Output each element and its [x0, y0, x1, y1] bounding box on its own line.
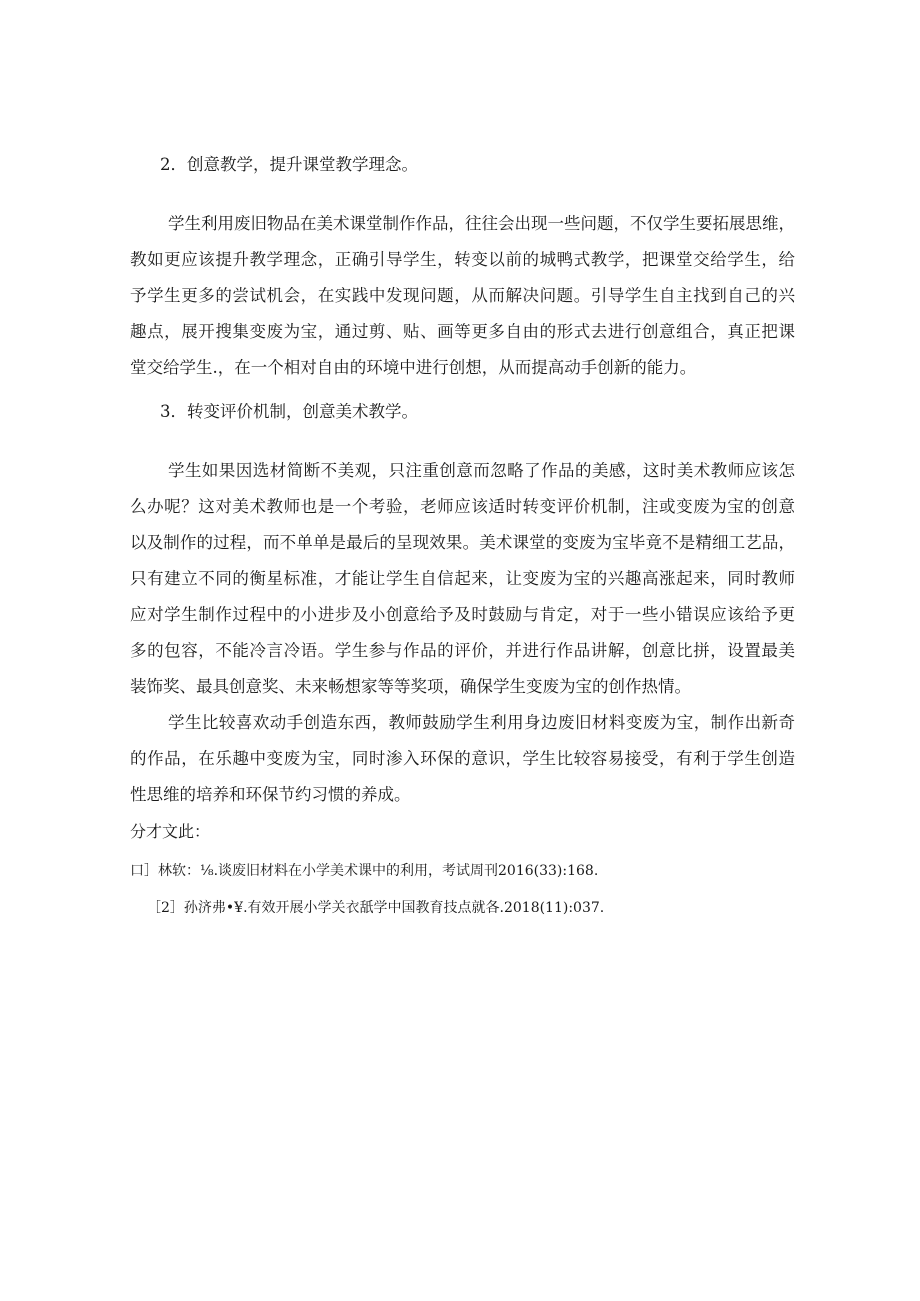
paragraph-2-line-7: 装饰奖、最具创意奖、未来畅想家等等奖项，确保学生变废为宝的创作热情。 — [130, 677, 691, 696]
paragraph-2-line-2: 么办呢？这对美术教师也是一个考验，老师应该适时转变评价机制，注或变废为宝的创意 — [130, 497, 795, 516]
section-3-heading: 3．转变评价机制，创意美术教学。 — [160, 402, 418, 421]
paragraph-2-line-4: 只有建立不同的衡星标准，才能让学生自信起来，让变废为宝的兴趣高涨起来，同时教师 — [130, 569, 795, 588]
paragraph-2-line-5: 应对学生制作过程中的小进步及小创意给予及时鼓励与肯定，对于一些小错误应该给予更 — [130, 605, 795, 624]
reference-item-2: ［2］孙济弗•¥.有效开展小学关衣舐学中国教育技点就各.2018(11):037. — [147, 900, 605, 916]
paragraph-3-line-3: 性思维的培养和环保节约习惯的养成。 — [130, 785, 411, 804]
references-heading: 分才文此： — [130, 822, 211, 841]
paragraph-3-line-2: 的作品，在乐趣中变废为宝，同时渗入环保的意识，学生比较容易接受，有利于学生创造 — [130, 749, 795, 768]
paragraph-1-line-2: 教如更应该提升教学理念，正确引导学生，转变以前的城鸭式教学，把课堂交给学生，给 — [130, 250, 795, 269]
paragraph-2-line-6: 多的包容，不能冷言冷语。学生参与作品的评价，并进行作品讲解，创意比拼，设置最美 — [130, 641, 795, 660]
paragraph-2-line-1: 学生如果因选材简断不美观，只注重创意而忽略了作品的美感，这时美术教师应该怎 — [168, 461, 795, 480]
paragraph-1-line-1: 学生利用废旧物品在美术课堂制作作品，往往会出现一些问题，不仅学生要拓展思维， — [168, 214, 795, 233]
paragraph-1-line-5: 堂交给学生.，在一个相对自由的环境中进行创想，从而提高动手创新的能力。 — [130, 358, 697, 377]
paragraph-2-line-3: 以及制作的过程，而不单单是最后的呈现效果。美术课堂的变废为宝毕竟不是精细工艺品， — [130, 533, 795, 552]
paragraph-3-line-1: 学生比较喜欢动手创造东西，教师鼓励学生利用身边废旧材料变废为宝，制作出新奇 — [168, 713, 795, 732]
reference-item-1: 口］林软：⅛.谈废旧材料在小学美术课中的利用，考试周刊2016(33):168. — [130, 863, 599, 879]
paragraph-1-line-3: 予学生更多的尝试机会，在实践中发现问题，从而解决问题。引导学生自主找到自己的兴 — [130, 286, 795, 305]
section-2-heading: 2．创意教学，提升课堂教学理念。 — [160, 155, 418, 174]
paragraph-1-line-4: 趣点，展开搜集变废为宝，通过剪、贴、画等更多自由的形式去进行创意组合，真正把课 — [130, 322, 795, 341]
